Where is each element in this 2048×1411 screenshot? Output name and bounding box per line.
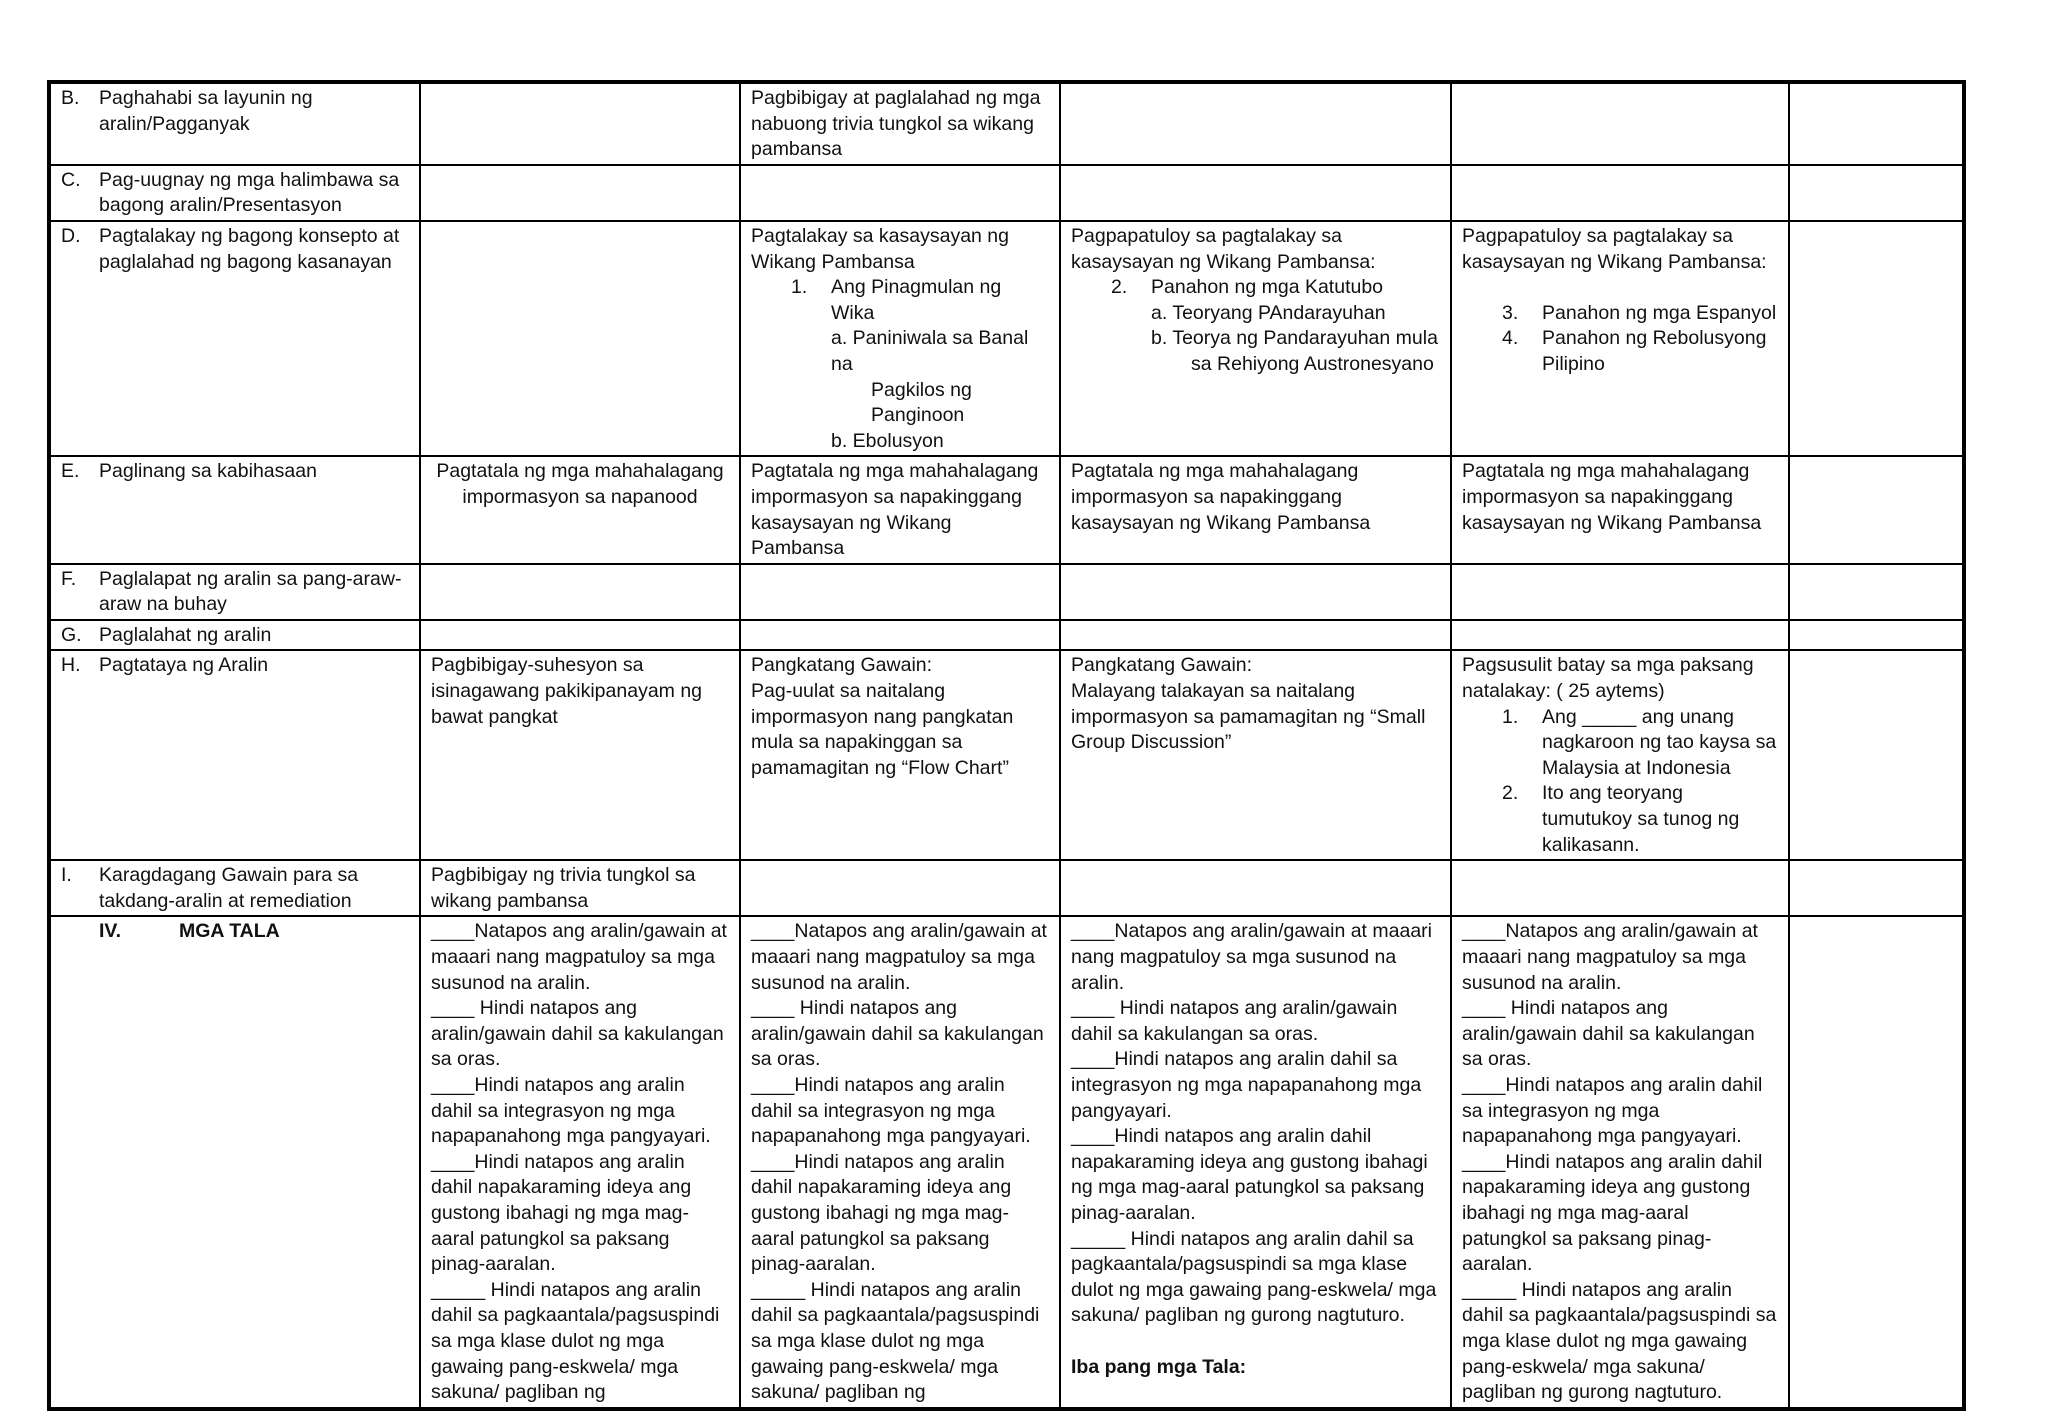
cell-d-col3 [740,221,1060,456]
cell-tala-col2: ____Natapos ang aralin/gawain at maaari nang magpatuloy sa mga susunod na aralin. ____ Hindi natapos ang aralin/gawain dahil sa kakulangan sa oras. ____Hindi natapos ang aralin dahil sa integrasyon ng mga napapanahong mga pangyayari. ____Hindi natapos ang aralin dahil napakaraming ideya ang gustong ibahagi ng mga mag-aaral patungkol sa paksang pinag-aaralan. _____ Hindi natapos ang aralin dahil sa pagkaantala/pagsuspindi sa mga klase dulot ng mga gawaing pang-eskwela/ mga sakuna/ pagliban ng [420,916,740,1408]
d-col3-item1-num: 1. [791,276,808,299]
h-col5-item1: Ang _____ ang unang nagkaroon ng tao kaysa sa Malaysia at Indonesia [1542,705,1777,779]
cell-h-col4 [1060,650,1451,860]
cell-c-col5 [1451,165,1789,221]
cell-f-col3 [740,564,1060,620]
d-col4-sub-b2: sa Rehiyong Austronesyano [1191,352,1434,375]
row-label-cell [49,650,420,860]
d-col4-item2: Panahon ng mga Katutubo [1151,276,1384,299]
cell-i-col5 [1451,860,1789,916]
d-col4-intro: Pagpapatuloy sa pagtalakay sa kasaysayan ng Wikang Pambansa: [1071,224,1376,273]
d-col3-intro: Pagtalakay sa kasaysayan ng Wikang Pambansa [751,224,1009,273]
h-col3-title: Pangkatang Gawain: [751,654,933,677]
other-notes-label: Iba pang mga Tala: [1071,1355,1247,1378]
cell-i-col6 [1789,860,1964,916]
cell-i-col3 [740,860,1060,916]
row-label-cell [49,82,420,165]
d-col4-item2-num: 2. [1111,276,1128,299]
section-number: IV. [99,920,122,943]
tala-col4-text: ____Natapos ang aralin/gawain at maaari nang magpatuloy sa mga susunod na aralin. ____ Hindi natapos ang aralin/gawain dahil sa kakulangan sa oras. ____Hindi natapos ang aralin dahil sa integrasyon ng mga napapanahong mga pangyayari. ____Hindi natapos ang aralin dahil napakaraming ideya ang gustong ibahagi ng mga mag-aaral patungkol sa paksang pinag-aaralan. _____ Hindi natapos ang aralin dahil sa pagkaantala/pagsuspindi sa mga klase dulot ng mga gawaing pang-eskwela/ mga sakuna/ pagliban ng gurong nagtuturo. [1071,920,1437,1327]
h-col5-item2-num: 2. [1502,782,1519,805]
row-label: Paglalapat ng aralin sa pang-araw-araw na buhay [99,567,402,616]
row-label-cell [49,221,420,456]
d-col5-item4-num: 4. [1502,327,1519,350]
cell-c-col3 [740,165,1060,221]
row-key: I. [61,864,72,887]
d-col5-intro: Pagpapatuloy sa pagtalakay sa kasaysayan ng Wikang Pambansa: [1462,224,1767,273]
table-row-b [49,82,1964,165]
h-col5-item1-num: 1. [1502,705,1519,728]
row-label: Pagtataya ng Aralin [99,654,269,677]
cell-c-col4 [1060,165,1451,221]
row-label: Paghahabi sa layunin ng aralin/Pagganyak [99,87,313,135]
row-label-cell [49,564,420,620]
table-row-e [49,456,1964,563]
h-col5-item2: Ito ang teoryang tumutukoy sa tunog ng kalikasann. [1542,782,1740,856]
table-row-c [49,165,1964,221]
table-row-g [49,620,1964,651]
h-col4-title: Pangkatang Gawain: [1071,654,1253,677]
cell-h-col5 [1451,650,1789,860]
row-label-cell [49,456,420,563]
d-col3-sub-a2: Pagkilos ng [871,378,972,401]
row-label-cell [49,916,420,1408]
cell-b-col5 [1451,82,1789,165]
table-row-d [49,221,1964,456]
lesson-plan-table [47,80,1966,1411]
row-key: B. [61,87,80,109]
cell-e-col2: Pagtatala ng mga mahahalagang impormasyon sa napanood [420,456,740,563]
cell-d-col6 [1789,221,1964,456]
d-col5-item3-num: 3. [1502,301,1519,324]
d-col3-sub-a: a. Paniniwala sa Banal na [831,327,1029,375]
cell-tala-col5: ____Natapos ang aralin/gawain at maaari nang magpatuloy sa mga susunod na aralin. ____ Hindi natapos ang aralin/gawain dahil sa kakulangan sa oras. ____Hindi natapos ang aralin dahil sa integrasyon ng mga napapanahong mga pangyayari. ____Hindi natapos ang aralin dahil napakaraming ideya ang gustong ibahagi ng mga mag-aaral patungkol sa paksang pinag-aaralan. _____ Hindi natapos ang aralin dahil sa pagkaantala/pagsuspindi sa mga klase dulot ng mga gawaing pang-eskwela/ mga sakuna/ pagliban ng gurong nagtuturo. [1451,916,1789,1408]
row-label-cell [49,860,420,916]
table-row-h [49,650,1964,860]
row-key: E. [61,460,80,483]
d-col5-item3: Panahon ng mga Espanyol [1542,301,1777,324]
row-label: Pag-uugnay ng mga halimbawa sa bagong aralin/Presentasyon [99,168,400,217]
row-key: G. [61,623,82,646]
row-key: F. [61,567,77,590]
cell-b-col6 [1789,82,1964,165]
row-key: C. [61,168,81,191]
d-col4-sub-a: a. Teoryang PAndarayuhan [1151,301,1386,324]
d-col3-item1: Ang Pinagmulan ng Wika [831,276,1002,324]
h-col4-text: Malayang talakayan sa naitalang impormasyon sa pamamagitan ng “Small Group Discussion” [1071,680,1426,754]
cell-f-col6 [1789,564,1964,620]
cell-i-col4 [1060,860,1451,916]
cell-d-col5 [1451,221,1789,456]
cell-i-col2: Pagbibigay ng trivia tungkol sa wikang pambansa [420,860,740,916]
cell-h-col6 [1789,650,1964,860]
cell-f-col2 [420,564,740,620]
d-col3-sub-a3: Panginoon [871,404,965,427]
cell-e-col5: Pagtatala ng mga mahahalagang impormasyon sa napakinggang kasaysayan ng Wikang Pambansa [1451,456,1789,563]
h-col5-intro: Pagsusulit batay sa mga paksang natalakay: ( 25 aytems) [1462,654,1754,703]
cell-e-col3: Pagtatala ng mga mahahalagang impormasyon sa napakinggang kasaysayan ng Wikang Pambansa [740,456,1060,563]
cell-b-col4 [1060,82,1451,165]
row-label: Karagdagang Gawain para sa takdang-aralin at remediation [99,864,359,912]
cell-h-col3 [740,650,1060,860]
table-row-i [49,860,1964,916]
row-key: H. [61,654,81,677]
cell-b-col3: Pagbibigay at paglalahad ng mga nabuong trivia tungkol sa wikang pambansa [740,82,1060,165]
cell-d-col2 [420,221,740,456]
cell-c-col6 [1789,165,1964,221]
cell-g-col6 [1789,620,1964,651]
cell-tala-col4 [1060,916,1451,1408]
cell-e-col6 [1789,456,1964,563]
cell-f-col5 [1451,564,1789,620]
table-row-f [49,564,1964,620]
cell-b-col2 [420,82,740,165]
row-label: Paglinang sa kabihasaan [99,460,317,483]
cell-g-col4 [1060,620,1451,651]
row-label-cell [49,165,420,221]
cell-g-col3 [740,620,1060,651]
table-row-mga-tala [49,916,1964,1408]
cell-tala-col3: ____Natapos ang aralin/gawain at maaari nang magpatuloy sa mga susunod na aralin. ____ Hindi natapos ang aralin/gawain dahil sa kakulangan sa oras. ____Hindi natapos ang aralin dahil sa integrasyon ng mga napapanahong mga pangyayari. ____Hindi natapos ang aralin dahil napakaraming ideya ang gustong ibahagi ng mga mag-aaral patungkol sa paksang pinag-aaralan. _____ Hindi natapos ang aralin dahil sa pagkaantala/pagsuspindi sa mga klase dulot ng mga gawaing pang-eskwela/ mga sakuna/ pagliban ng [740,916,1060,1408]
row-label: Pagtalakay ng bagong konsepto at paglalahad ng bagong kasanayan [99,224,400,273]
d-col5-item4: Panahon ng Rebolusyong Pilipino [1542,327,1767,375]
d-col3-sub-b: b. Ebolusyon [831,429,944,452]
row-label-cell [49,620,420,651]
row-label: Paglalahat ng aralin [99,623,272,646]
cell-d-col4 [1060,221,1451,456]
cell-h-col2: Pagbibigay-suhesyon sa isinagawang pakikipanayam ng bawat pangkat [420,650,740,860]
row-key: D. [61,224,81,247]
cell-g-col5 [1451,620,1789,651]
d-col4-sub-b: b. Teorya ng Pandarayuhan mula [1151,327,1438,350]
cell-tala-col6 [1789,916,1964,1408]
h-col3-text: Pag-uulat sa naitalang impormasyon nang pangkatan mula sa napakinggan sa pamamagitan ng “Flow Chart” [751,680,1014,779]
cell-e-col4: Pagtatala ng mga mahahalagang impormasyon sa napakinggang kasaysayan ng Wikang Pambansa [1060,456,1451,563]
cell-g-col2 [420,620,740,651]
cell-f-col4 [1060,564,1451,620]
section-title: MGA TALA [179,920,280,943]
cell-c-col2 [420,165,740,221]
